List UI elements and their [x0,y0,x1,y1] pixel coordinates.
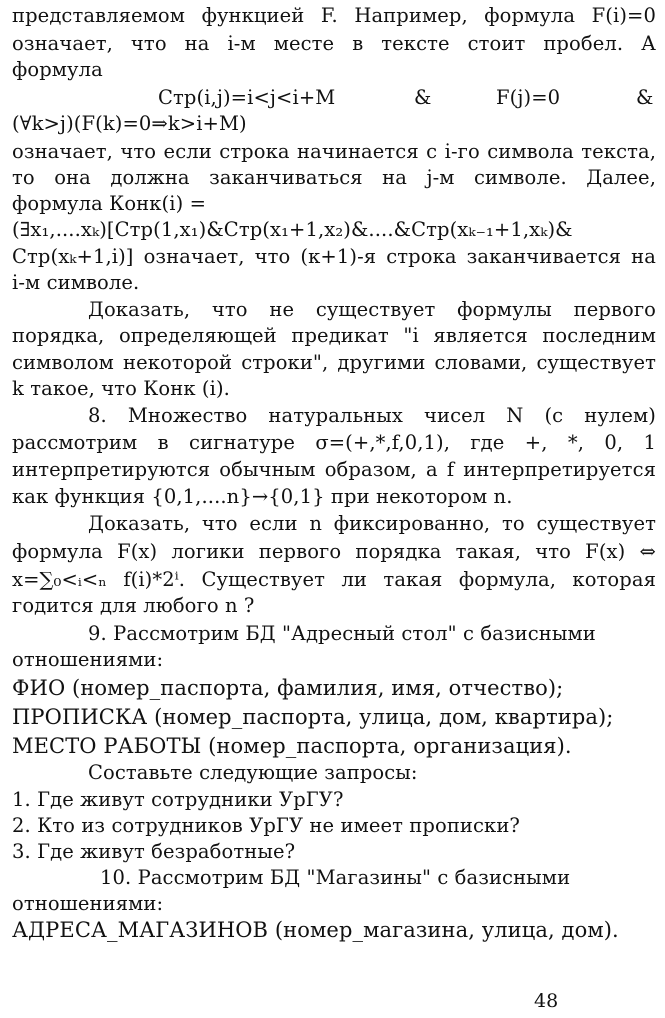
text-line: Доказать, что если n фиксированно, то существует [88,512,656,535]
text-line: формула F(x) логики первого порядка такая, что F(x) ⇔ [12,540,656,563]
text-line: порядка, определяющей предикат "i является последним [12,324,656,347]
page-number: 48 [534,990,559,1012]
text-line: 10. Рассмотрим БД "Магазины" с базисными [100,866,571,889]
relation-line: МЕСТО РАБОТЫ (номер_паспорта, организация). [12,734,572,758]
formula-line: (∃x₁,....xₖ)[Стр(1,x₁)&Стр(x₁+1,x₂)&....&Стр(xₖ₋₁+1,xₖ)& [12,218,573,241]
text-line: означает, что на i-м месте в тексте стоит пробел. А [12,32,656,55]
formula-part: F(j)=0 [496,86,561,109]
text-line: Стр(xₖ+1,i)] означает, что (к+1)-я строка заканчивается на [12,245,656,268]
text-line: формула Конк(i) = [12,192,207,215]
relation-line: АДРЕСА_МАГАЗИНОВ (номер_магазина, улица, дом). [12,918,619,942]
formula-part: & [414,86,432,109]
text-line: 9. Рассмотрим БД "Адресный стол" с базисными [88,622,596,645]
text-line: интерпретируются обычным образом, а f интерпретируется [12,458,656,481]
text-line: 8. Множество натуральных чисел N (с нулем) [88,404,656,427]
text-line: Доказать, что не существует формулы первого [88,298,656,321]
text-line: отношениями: [12,648,164,671]
text-line: i-м символе. [12,271,140,294]
formula-part: & [636,86,654,109]
list-item: 3. Где живут безработные? [12,840,296,863]
list-item: 1. Где живут сотрудники УрГУ? [12,788,344,811]
text-line: k такое, что Конк (i). [12,377,230,400]
text-line: представляемом функцией F. Например, формула F(i)=0 [12,4,656,27]
text-line: символом некоторой строки", другими словами, существует [12,351,656,374]
formula-part: Стр(i,j)=i<j<i+M [158,86,336,109]
list-item: 2. Кто из сотрудников УрГУ не имеет прописки? [12,814,520,837]
text-line: x=∑₀<ᵢ<ₙ f(i)*2ⁱ. Существует ли такая формула, которая [12,568,656,591]
formula-line: (∀k>j)(F(k)=0⇒k>i+M) [12,112,247,135]
text-line: годится для любого n ? [12,594,255,617]
text-line: формула [12,58,103,81]
text-line: как функция {0,1,....n}→{0,1} при некотором n. [12,485,513,508]
text-line: означает, что если строка начинается с i-го символа текста, [12,140,656,163]
text-line: рассмотрим в сигнатуре σ=(+,*,f,0,1), где +, *, 0, 1 [12,431,656,454]
text-line: Составьте следующие запросы: [88,761,418,784]
relation-line: ФИО (номер_паспорта, фамилия, имя, отчество); [12,676,564,700]
text-line: отношениями: [12,892,164,915]
text-line: то она должна заканчиваться на j-м символе. Далее, [12,166,656,189]
relation-line: ПРОПИСКА (номер_паспорта, улица, дом, квартира); [12,705,614,729]
